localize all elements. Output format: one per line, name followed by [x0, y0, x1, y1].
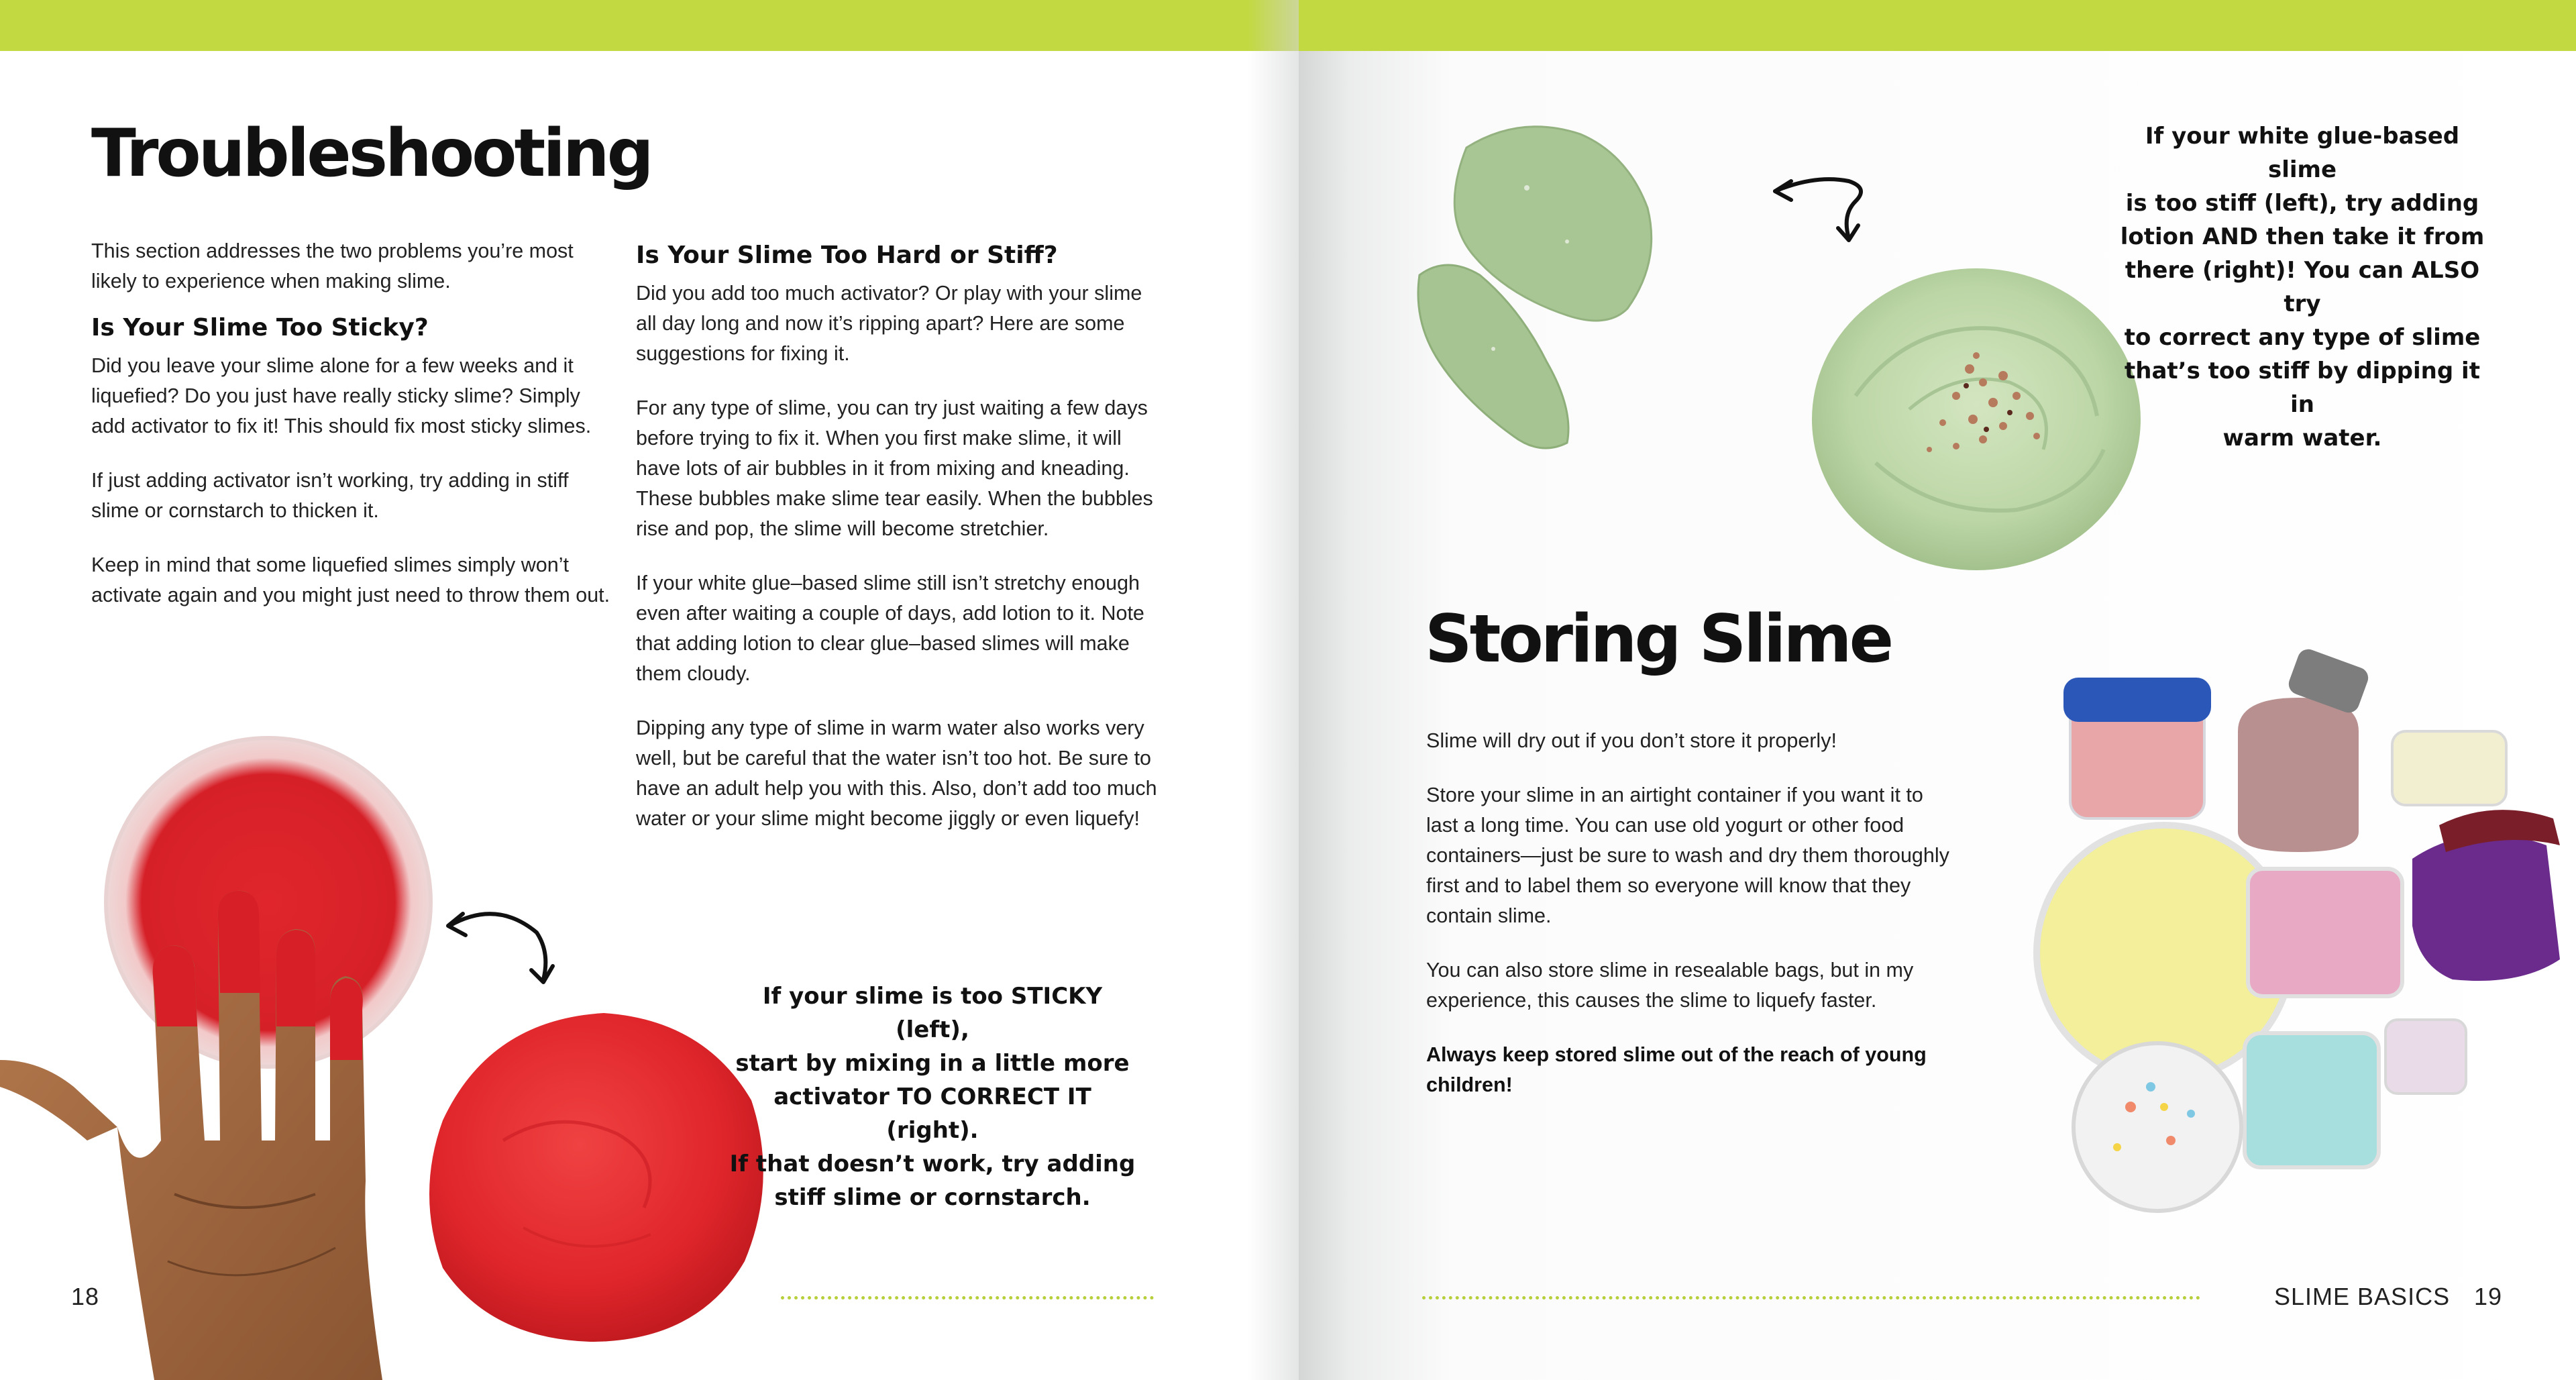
page-number: 18	[71, 1283, 100, 1310]
safety-warning: Always keep stored slime out of the reach of young children!	[1426, 1043, 1927, 1096]
caption-line: start by mixing in a little more	[735, 1050, 1130, 1077]
dotted-rule	[1422, 1293, 2200, 1299]
sticky-paragraph: If just adding activator isn’t working, try adding in stiff slime or cornstarch to thicken it.	[91, 468, 569, 522]
stiff-paragraph: Dipping any type of slime in warm water also works very well, but be careful that the water isn’t too hot. Be sure to have an adult help you with this. Also, don’t add too much water or your slime might become jiggly or even liquefy!	[636, 716, 1157, 830]
caption-line: If your white glue-based slime	[2145, 123, 2460, 183]
stiff-paragraph: If your white glue–based slime still isn’t stretchy enough even after waiting a couple of days, add lotion to it. Note that adding lotion to clear glue–based slimes will make them cloudy.	[636, 571, 1144, 685]
sticky-caption	[724, 979, 1140, 1214]
page-number: 19	[2474, 1283, 2503, 1310]
caption-line: there (right)! You can ALSO try	[2125, 257, 2480, 317]
intro-text: This section addresses the two problems you’re most likely to experience when making slime.	[91, 240, 574, 293]
caption-line: to correct any type of slime	[2124, 324, 2481, 351]
caption-line: that’s too stiff by dipping it in	[2125, 358, 2480, 418]
top-accent-bar	[1299, 0, 2576, 51]
page-title: Troubleshooting	[91, 115, 651, 192]
sticky-paragraph: Did you leave your slime alone for a few weeks and it liquefied? Do you just have really sticky slime? Simply add activator to fix it! This should fix most sticky slimes.	[91, 354, 592, 437]
corrected-red-slime-photo	[423, 1006, 771, 1355]
stiff-caption	[2114, 119, 2490, 455]
right-page	[1299, 0, 2576, 1380]
gutter-shadow	[1248, 0, 1299, 1380]
caption-line: stiff slime or cornstarch.	[774, 1184, 1091, 1211]
sticky-paragraph: Keep in mind that some liquefied slimes simply won’t activate again and you might just need to throw them out.	[91, 553, 610, 606]
caption-line: lotion AND then take it from	[2120, 223, 2485, 250]
section-label: SLIME BASICS	[2274, 1283, 2451, 1310]
caption-line: If your slime is too STICKY (left),	[762, 983, 1103, 1043]
caption-line: If that doesn’t work, try adding	[729, 1151, 1136, 1177]
left-column	[91, 236, 614, 635]
slime-storage-containers-photo	[2010, 644, 2576, 1234]
lotion-green-slime-photo	[1802, 262, 2151, 584]
hand-in-sticky-slime-photo	[0, 711, 470, 1380]
caption-line: warm water.	[2222, 425, 2382, 452]
caption-line: is too stiff (left), try adding	[2125, 190, 2479, 217]
storing-paragraph: Slime will dry out if you don’t store it properly!	[1426, 729, 1837, 752]
top-accent-bar	[0, 0, 1299, 51]
section-title: Storing Slime	[1425, 601, 1892, 678]
storing-paragraph: Store your slime in an airtight container if you want it to last a long time. You can use old yogurt or other food containers—just be sure to wash and dry them thoroughly first and to label them so everyone will know that they contain slime.	[1426, 784, 1949, 927]
caption-line: activator TO CORRECT IT (right).	[773, 1083, 1091, 1144]
stiff-heading: Is Your Slime Too Hard or Stiff?	[636, 242, 1058, 269]
curly-arrow-icon	[443, 906, 564, 993]
storing-paragraph: You can also store slime in resealable bags, but in my experience, this causes the slime to liquefy faster.	[1426, 959, 1914, 1012]
dotted-rule	[781, 1293, 1154, 1299]
curly-arrow-icon	[1768, 161, 1869, 248]
right-column	[636, 240, 1159, 858]
stiff-paragraph: Did you add too much activator? Or play with your slime all day long and now it’s ripping apart? Here are some suggestions for fixing it.	[636, 281, 1142, 365]
stiff-paragraph: For any type of slime, you can try just waiting a few days before trying to fix it. When you first make slime, it will have lots of air bubbles in it from mixing and kneading. These bubbles make slime tear easily. When the bubbles rise and pop, the slime will become stretchier.	[636, 396, 1153, 540]
storing-column	[1426, 726, 1956, 1124]
sticky-heading: Is Your Slime Too Sticky?	[91, 314, 429, 341]
stiff-green-slime-pieces-photo	[1406, 107, 1728, 470]
